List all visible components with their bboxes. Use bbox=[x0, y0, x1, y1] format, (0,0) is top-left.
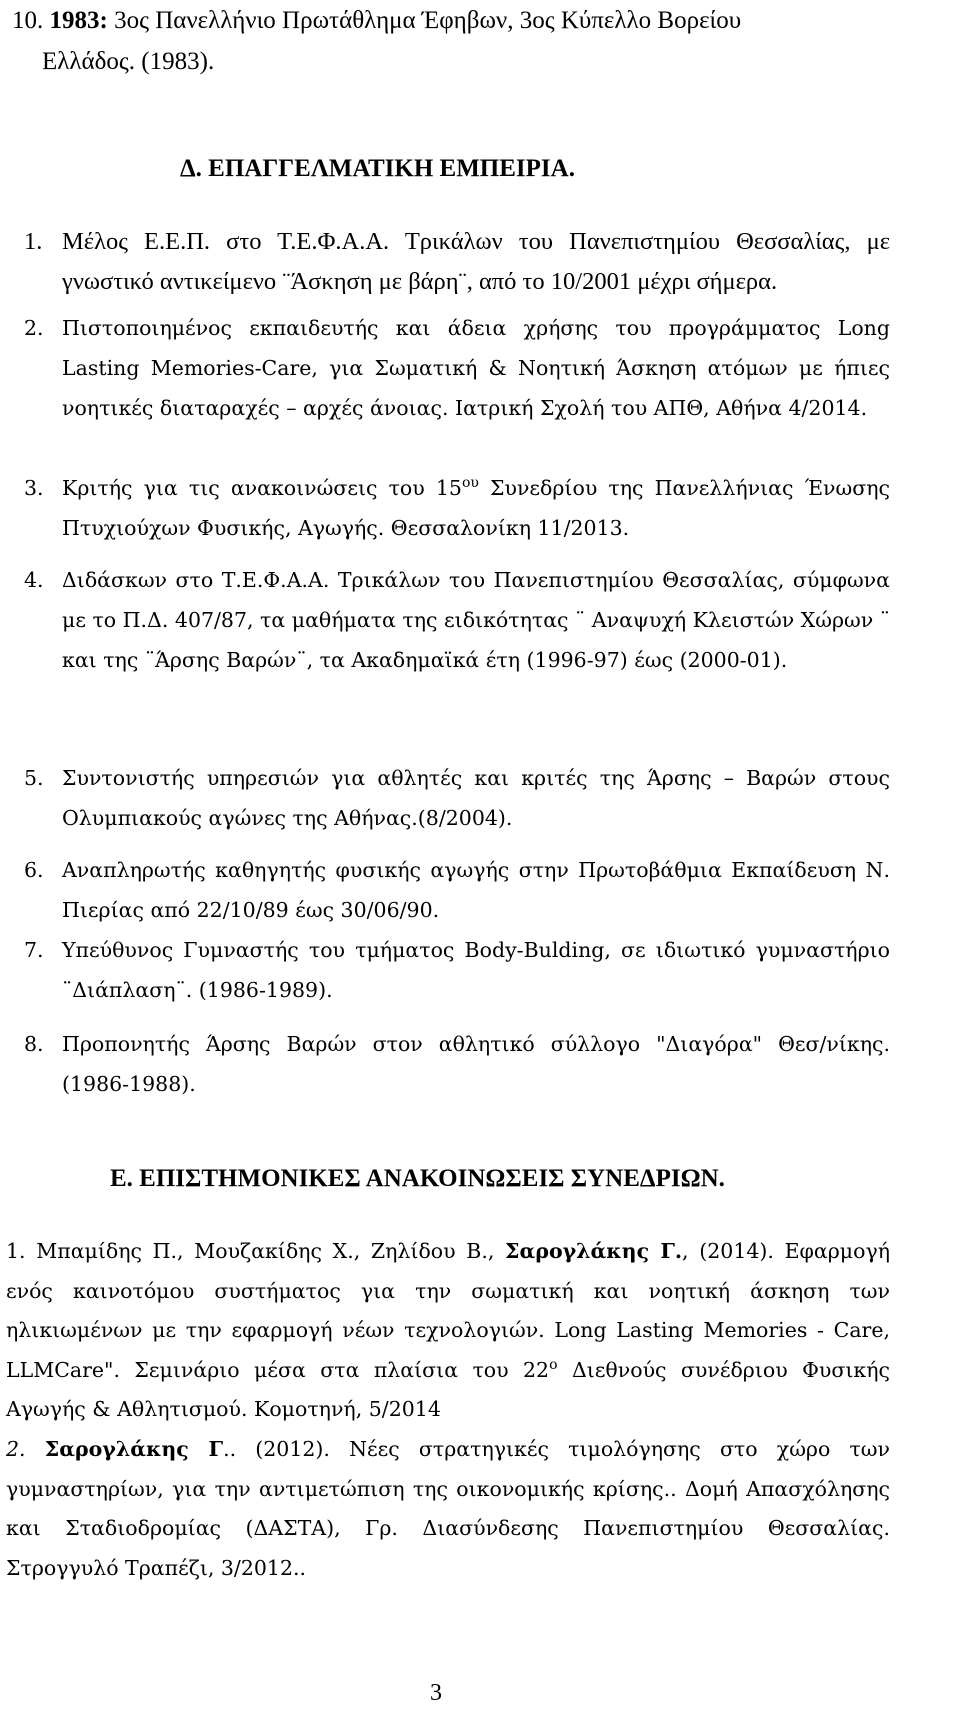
entry-text-continued: Ελλάδος. (1983). bbox=[42, 48, 215, 75]
item-text: Διδάσκων στο Τ.Ε.Φ.Α.Α. Τρικάλων του Πανεπιστημίου Θεσσαλίας, σύμφωνα με το Π.Δ. 407/87, τα μαθήματα της ειδικότητας ¨ Αναψυχή Κλειστών Χώρων ¨ και της ¨Άρσης Βαρών¨, τα Ακαδημαϊκά έτη (1996-97) έως (2000-01). bbox=[62, 568, 890, 672]
item-number: 4. bbox=[24, 568, 44, 592]
entry-number: 10. bbox=[12, 7, 44, 34]
item-text: Συντονιστής υπηρεσιών για αθλητές και κριτές της Άρσης – Βαρών στους Ολυμπιακούς αγώνες της Αθήνας.(8/2004). bbox=[62, 766, 890, 830]
pub-bold-author: Σαρογλάκης Γ. bbox=[505, 1239, 683, 1263]
item-number: 3. bbox=[24, 476, 44, 500]
page-number: 3 bbox=[430, 1680, 442, 1706]
entry-year: 1983: bbox=[49, 7, 108, 34]
item-text: Κριτής για τις ανακοινώσεις του $15^{o\upsilon}$ Συνεδρίου της Πανελλήνιας Ένωσης Πτυχιούχων Φυσικής, Αγωγής. Θεσσαλονίκη 11/2013. bbox=[62, 475, 890, 540]
entry-text: 3ος Πανελλήνιο Πρωτάθλημα Έφηβων, 3ος Κύπελλο Βορείου bbox=[114, 7, 742, 34]
pub-number: 2. bbox=[6, 1437, 26, 1461]
item-text: Αναπληρωτής καθηγητής φυσικής αγωγής στην Πρωτοβάθμια Εκπαίδευση Ν. Πιερίας από 22/10/89 έως 30/06/90. bbox=[62, 858, 890, 922]
pub-authors: Μπαμίδης Π., Μουζακίδης Χ., Ζηλίδου Β., bbox=[25, 1239, 506, 1263]
publication-item bbox=[6, 1430, 890, 1588]
item-text: Υπεύθυνος Γυμναστής του τμήματος Body-Bulding, σε ιδιωτικό γυμναστήριο ¨Διάπλαση¨. (1986-1989). bbox=[62, 938, 890, 1002]
pub-text: .. (2012). Νέες στρατηγικές τιμολόγησης στο χώρο των γυμναστηρίων, για την αντιμετώπιση της οικονομικής κρίσης.. Δομή Απασχόλησης και Σταδιοδρομίας (ΔΑΣΤΑ), Γρ. Διασύνδεσης Πανεπιστημίου Θεσσαλίας. Στρογγυλό Τραπέζι, 3/2012.. bbox=[6, 1437, 890, 1580]
item-number: 7. bbox=[24, 938, 44, 962]
pub-text-tail: Διεθνούς συνέδριου Φυσικής Αγωγής & Αθλητισμού. Κομοτηνή, 5/2014 bbox=[6, 1357, 890, 1421]
pub-bold-author: Σαρογλάκης Γ bbox=[44, 1437, 224, 1461]
top-entry-line1 bbox=[12, 0, 902, 41]
section-d-title: Δ. ΕΠΑΓΓΕΛΜΑΤΙΚΗ ΕΜΠΕΙΡΙΑ. bbox=[180, 155, 575, 182]
top-entry bbox=[12, 0, 902, 82]
item-number: 5. bbox=[24, 766, 44, 790]
item-number: 2. bbox=[24, 316, 44, 340]
item-text: Πιστοποιημένος εκπαιδευτής και άδεια χρήσης του προγράμματος Long Lasting Memories-Care, για Σωματική & Νοητική Άσκηση ατόμων με ήπιες νοητικές διαταραχές – αρχές άνοιας. Ιατρική Σχολή του ΑΠΘ, Αθήνα 4/2014. bbox=[62, 316, 890, 420]
item-text: Μέλος Ε.Ε.Π. στο Τ.Ε.Φ.Α.Α. Τρικάλων του Πανεπιστημίου Θεσσαλίας, με γνωστικό αντικείμενο ¨Άσκηση με βάρη¨, από το 10/2001 μέχρι σήμερα. bbox=[62, 228, 890, 295]
item-text: Προπονητής Άρσης Βαρών στον αθλητικό σύλλογο "Διαγόρα" Θεσ/νίκης. (1986-1988). bbox=[62, 1032, 890, 1096]
item-number: 8. bbox=[24, 1032, 44, 1056]
publication-item: 1. Μπαμίδης Π., Μουζακίδης Χ., Ζηλίδου Β., Σαρογλάκης Γ., (2014). Εφαρμογή ενός καινοτόμου συστήματος για την σωματική και νοητική άσκηση των ηλικιωμένων με την εφαρμογή νέων τεχνολογιών. Long Lasting Memories - Care, LLMCare". Σεμινάριο μέσα στα πλαίσια του $22^o$ Διεθνούς συνέδριου Φυσικής Αγωγής & Αθλητισμού. Κομοτηνή, 5/2014 bbox=[6, 1239, 890, 1421]
item-number: 6. bbox=[24, 858, 44, 882]
pub-text: , (2014). Εφαρμογή ενός καινοτόμου συστήματος για την σωματική και νοητική άσκηση των ηλικιωμένων με την εφαρμογή νέων τεχνολογιών. Long Lasting Memories - Care, LLMCare". Σεμινάριο μέσα στα πλαίσια του 22 bbox=[6, 1239, 890, 1382]
section-e-title: Ε. ΕΠΙΣΤΗΜΟΝΙΚΕΣ ΑΝΑΚΟΙΝΩΣΕΙΣ ΣΥΝΕΔΡΙΩΝ. bbox=[110, 1165, 725, 1192]
pub-number: 1. bbox=[6, 1239, 26, 1263]
item-number: 1. bbox=[24, 228, 43, 255]
